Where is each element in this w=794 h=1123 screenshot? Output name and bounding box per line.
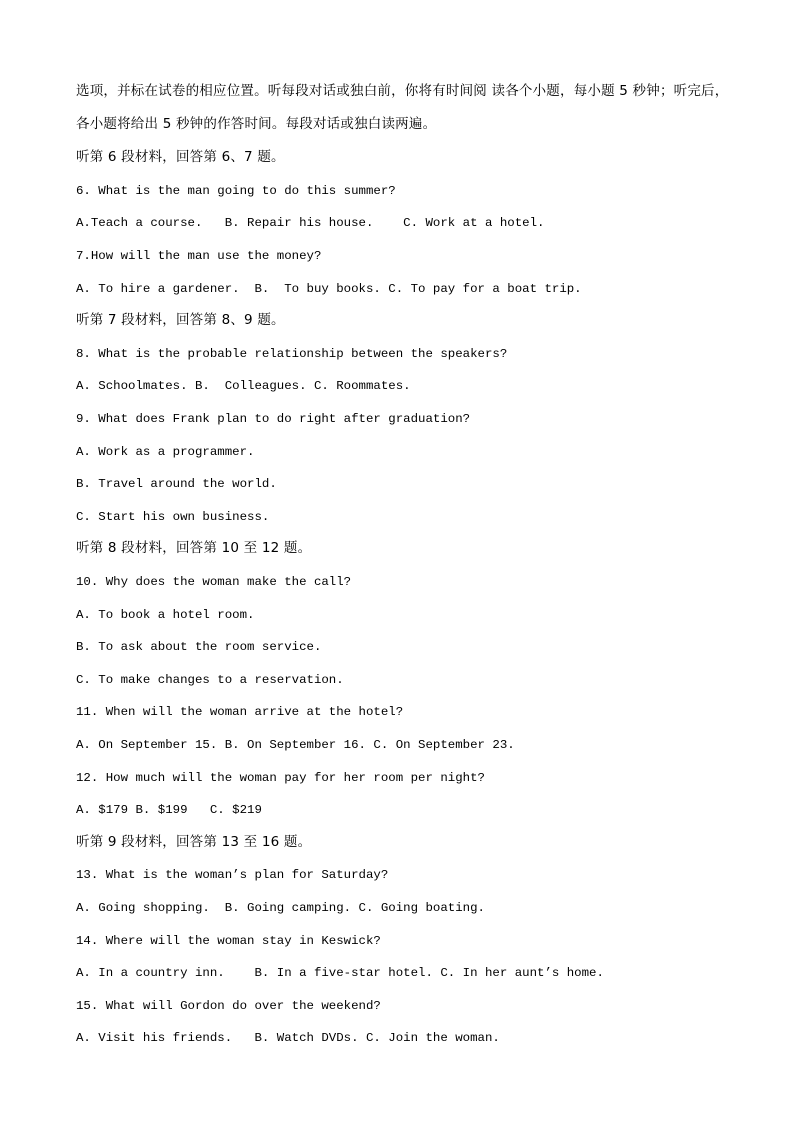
instruction-line-2: 各小题将给出 5 秒钟的作答时间。每段对话或独白读两遍。 [76,116,437,132]
option-10b: B. To ask about the room service. [76,640,322,654]
section-header-9: 听第 9 段材料，回答第 13 至 16 题。 [76,834,312,850]
section-header-6: 听第 6 段材料，回答第 6、7 题。 [76,149,285,165]
option-9a: A. Work as a programmer. [76,445,255,459]
question-15: 15. What will Gordon do over the weekend? [76,999,381,1013]
question-6: 6. What is the man going to do this summer? [76,184,396,198]
options-8: A. Schoolmates. B. Colleagues. C. Roommates. [76,379,411,393]
options-6: A.Teach a course. B. Repair his house. C. Work at a hotel. [76,216,545,230]
options-12: A. $179 B. $199 C. $219 [76,803,262,817]
question-9: 9. What does Frank plan to do right after graduation? [76,412,471,426]
question-11: 11. When will the woman arrive at the hotel? [76,705,404,719]
question-7: 7.How will the man use the money? [76,249,322,263]
section-header-8: 听第 8 段材料，回答第 10 至 12 题。 [76,540,312,556]
options-13: A. Going shopping. B. Going camping. C. Going boating. [76,901,485,915]
option-10a: A. To book a hotel room. [76,608,255,622]
question-10: 10. Why does the woman make the call? [76,575,352,589]
options-11: A. On September 15. B. On September 16. C. On September 23. [76,738,515,752]
option-10c: C. To make changes to a reservation. [76,673,344,687]
question-8: 8. What is the probable relationship between the speakers? [76,347,508,361]
instruction-line-1: 选项，并标在试卷的相应位置。听每段对话或独白前，你将有时间阅 读各个小题，每小题 5 秒钟；听完后， [76,83,729,99]
options-7: A. To hire a gardener. B. To buy books. C. To pay for a boat trip. [76,282,582,296]
question-14: 14. Where will the woman stay in Keswick? [76,934,381,948]
question-12: 12. How much will the woman pay for her room per night? [76,771,485,785]
options-14: A. In a country inn. B. In a five-star hotel. C. In her aunt’s home. [76,966,604,980]
question-13: 13. What is the woman’s plan for Saturday? [76,868,389,882]
option-9c: C. Start his own business. [76,510,270,524]
options-15: A. Visit his friends. B. Watch DVDs. C. Join the woman. [76,1031,500,1045]
option-9b: B. Travel around the world. [76,477,277,491]
section-header-7: 听第 7 段材料，回答第 8、9 题。 [76,312,285,328]
